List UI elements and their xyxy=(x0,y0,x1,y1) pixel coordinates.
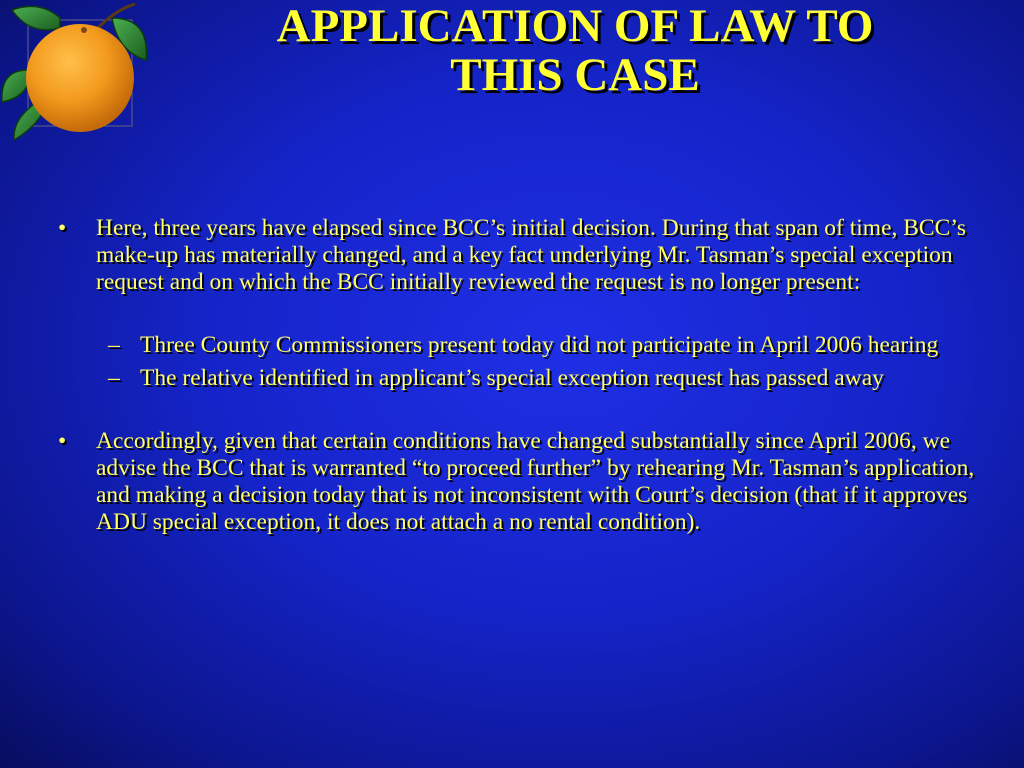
slide-title xyxy=(150,2,1000,100)
sub-list xyxy=(108,332,993,392)
bullet-item xyxy=(58,428,993,536)
bullet-mark: • xyxy=(58,215,67,241)
dash-mark: – xyxy=(108,365,120,391)
bullet-mark: • xyxy=(58,428,67,454)
bullet-text: Accordingly, given that certain conditions have changed substantially since April 2006, we advise the BCC that is warranted “to proceed further” by rehearing Mr. Tasman’s application, and making a decision today that is not inconsistent with Court’s decision (that if it approves ADU special exception, it does not attach a no rental condition). xyxy=(96,428,975,535)
sub-item xyxy=(108,365,993,392)
dash-mark: – xyxy=(108,332,120,358)
title-line-2: THIS CASE xyxy=(450,49,700,101)
orange-logo xyxy=(0,0,150,145)
orange-fruit-icon xyxy=(0,0,150,145)
bullet-item xyxy=(58,215,993,296)
title-line-1: APPLICATION OF LAW TO xyxy=(276,0,874,52)
sub-item-text: Three County Commissioners present today did not participate in April 2006 hearing xyxy=(140,332,939,358)
bullet-text: Here, three years have elapsed since BCC’s initial decision. During that span of time, BCC’s make-up has materially changed, and a key fact underlying Mr. Tasman’s special exception request and on which the BCC initially reviewed the request is no longer present: xyxy=(96,215,966,295)
slide-content xyxy=(58,215,993,536)
sub-item-text: The relative identified in applicant’s special exception request has passed away xyxy=(140,365,884,391)
sub-item xyxy=(108,332,993,359)
